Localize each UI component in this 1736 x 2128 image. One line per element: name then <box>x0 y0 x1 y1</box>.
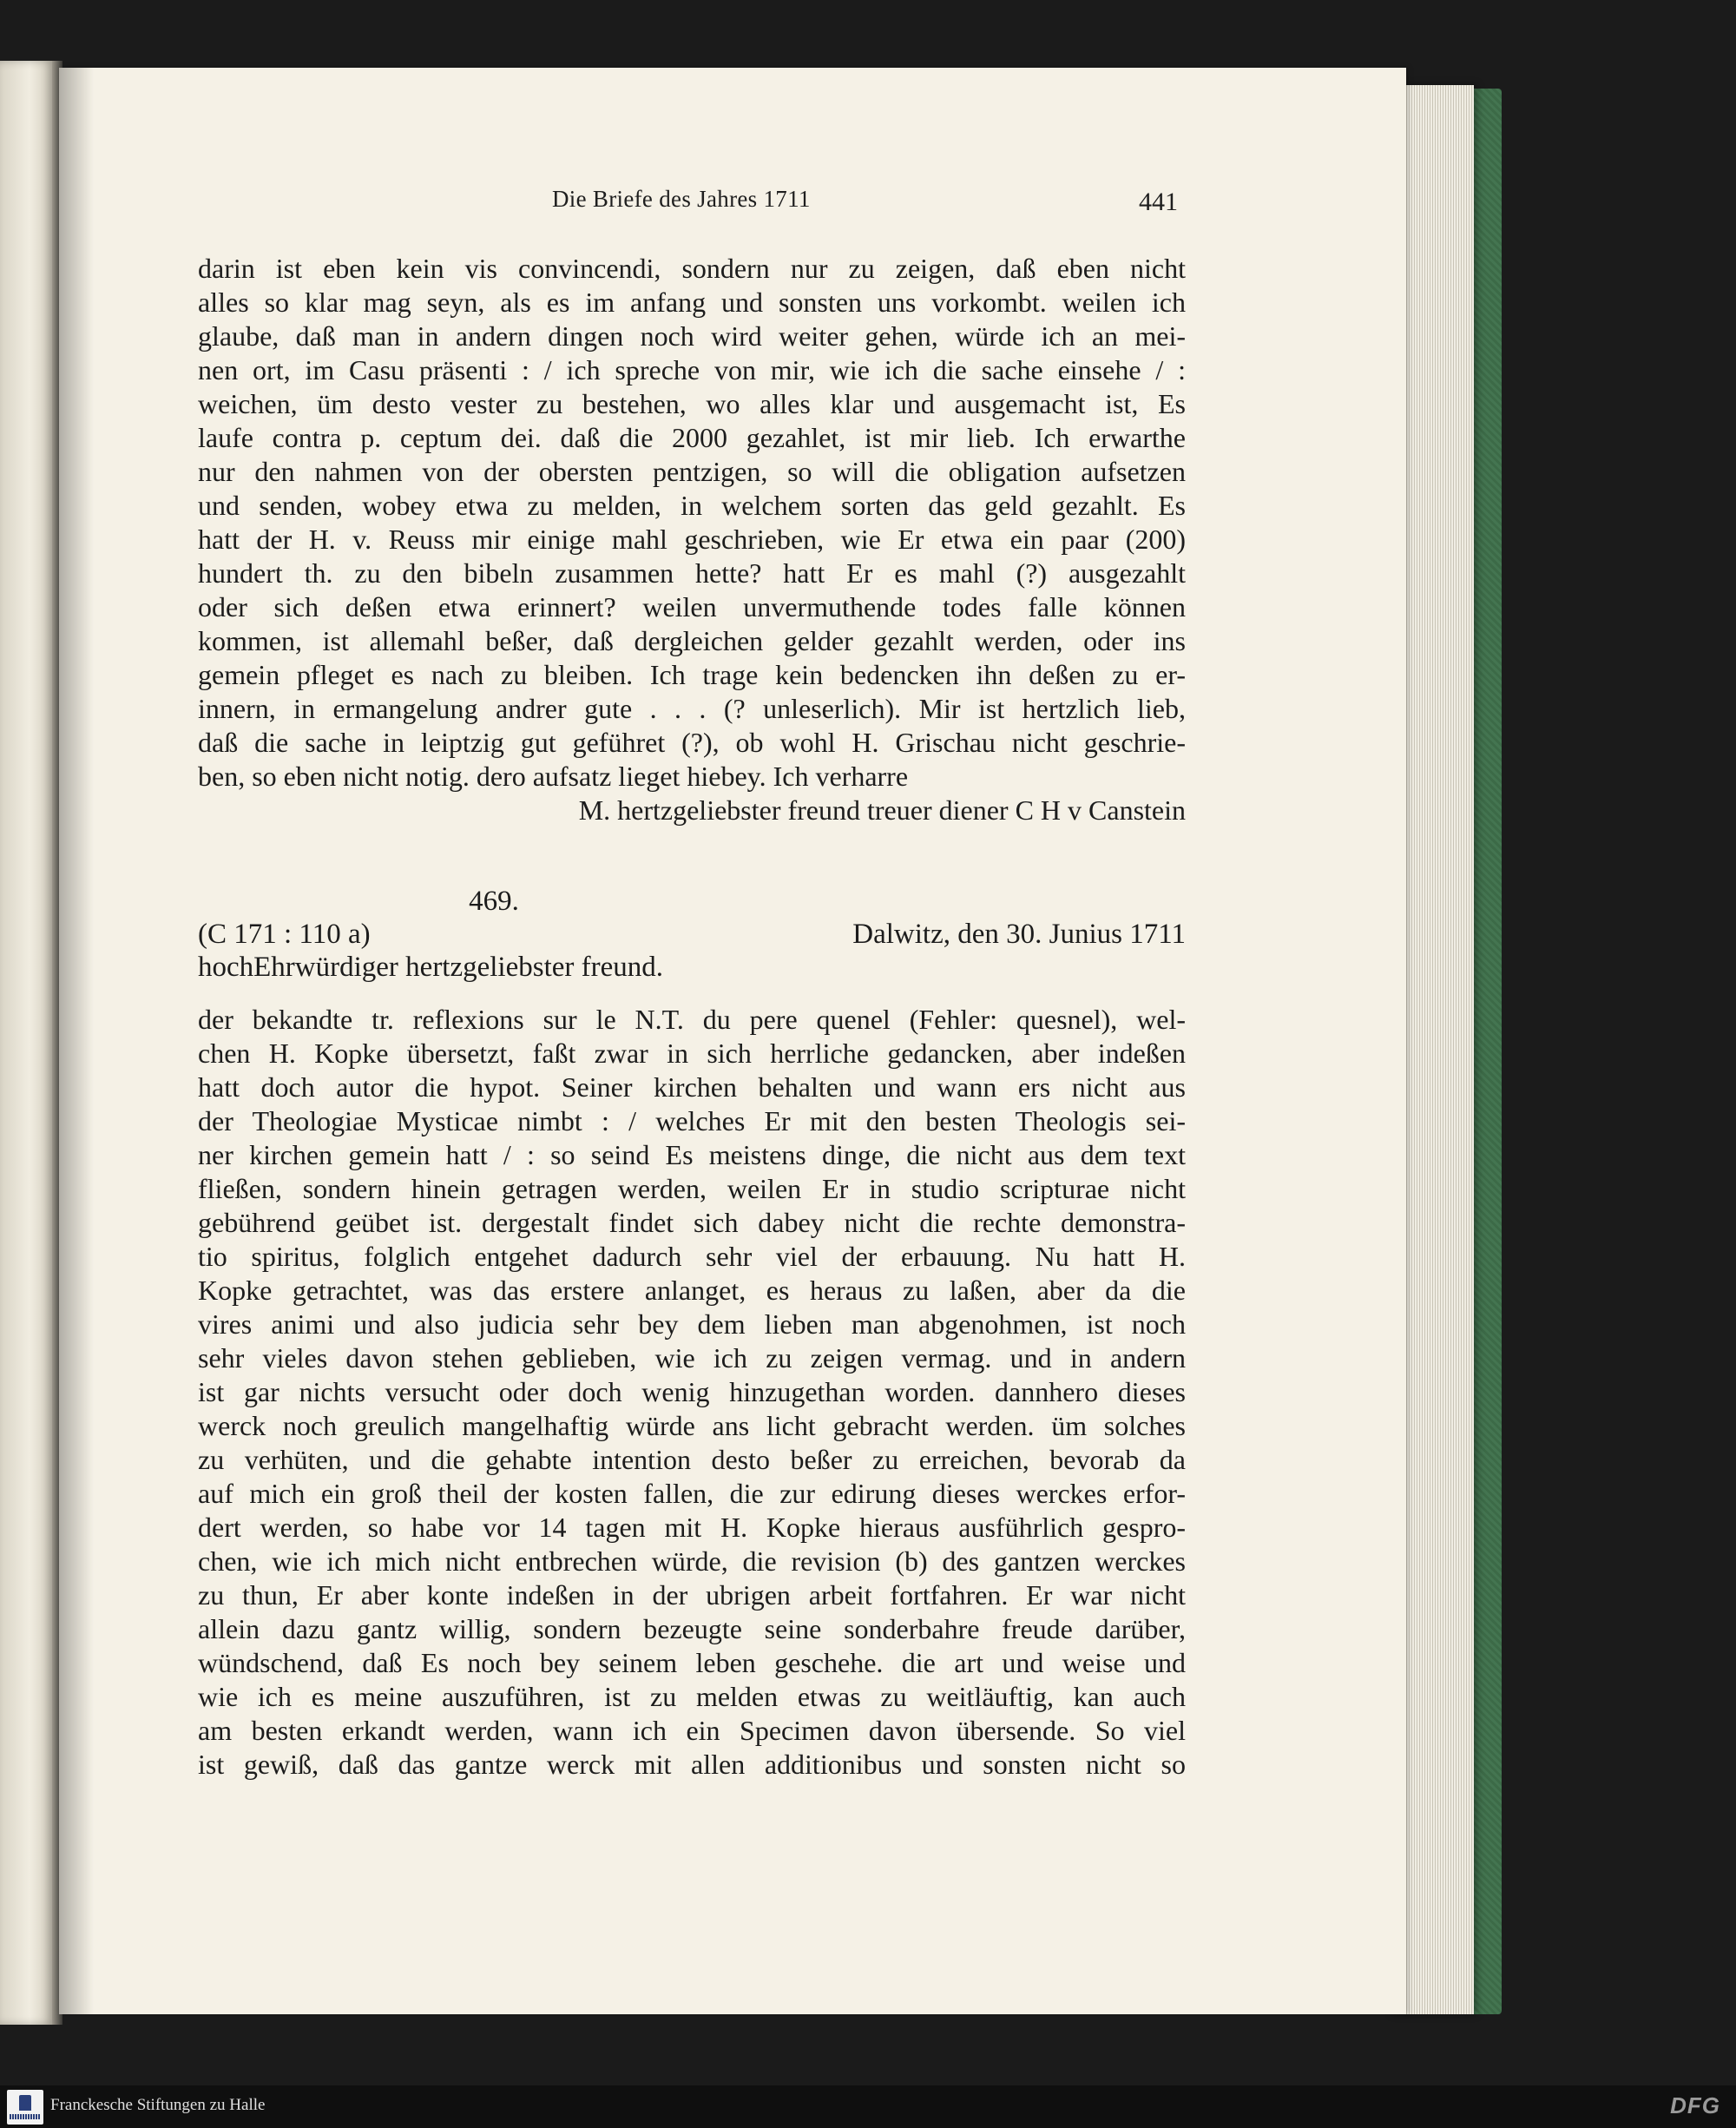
text-line: fließen, sondern hinein getragen werden, weilen Er in studio scripturae nicht <box>198 1173 1186 1204</box>
text-line: alles so klar mag seyn, als es im anfang und sonsten uns vorkombt. weilen ich <box>198 287 1186 318</box>
text-line: am besten erkandt werden, wann ich ein Specimen davon übersende. So viel <box>198 1715 1186 1746</box>
text-line: sehr vieles davon stehen geblieben, wie ich zu zeigen vermag. und in andern <box>198 1342 1186 1374</box>
salutation: hochEhrwürdiger hertzgeliebster freund. <box>198 952 664 983</box>
gutter-shadow <box>59 68 94 2014</box>
text-line: wie ich es meine auszuführen, ist zu melden etwas zu weitläuftig, kan auch <box>198 1681 1186 1712</box>
text-line: innern, in ermangelung andrer gute . . . (? unleserlich). Mir ist hertzlich lieb, <box>198 693 1186 724</box>
text-line: ben, so eben nicht notig. dero aufsatz lieget hiebey. Ich verharre <box>198 761 909 792</box>
dfg-logo[interactable]: DFG <box>1670 2092 1720 2118</box>
text-line: tio spiritus, folglich entgehet dadurch sehr viel der erbauung. Nu hatt H. <box>198 1241 1186 1272</box>
letter-number: 469. <box>469 886 519 917</box>
text-line: Kopke getrachtet, was das erstere anlanget, es heraus zu laßen, aber da die <box>198 1275 1186 1306</box>
text-line: auf mich ein groß theil der kosten fallen, die zur edirung dieses werckes erfor- <box>198 1478 1186 1509</box>
text-line: hundert th. zu den bibeln zusammen hette? hatt Er es mahl (?) ausgezahlt <box>198 557 1186 589</box>
text-line: nen ort, im Casu präsenti : / ich spreche von mir, wie ich die sache einsehe / : <box>198 354 1186 385</box>
institution-label[interactable]: Franckesche Stiftungen zu Halle <box>50 2096 266 2114</box>
text-line: glaube, daß man in andern dingen noch wird weiter gehen, würde ich an mei- <box>198 320 1186 352</box>
text-line: weichen, üm desto vester zu bestehen, wo alles klar und ausgemacht ist, Es <box>198 388 1186 419</box>
text-line: dert werden, so habe vor 14 tagen mit H. Kopke hieraus ausführlich gespro- <box>198 1512 1186 1543</box>
text-line: daß die sache in leiptzig gut geführet (?), ob wohl H. Grischau nicht geschrie- <box>198 727 1186 758</box>
text-line: chen, wie ich mich nicht entbrechen würde, die revision (b) des gantzen werckes <box>198 1545 1186 1577</box>
text-line: gemein pfleget es nach zu bleiben. Ich trage kein bedencken ihn deßen zu er- <box>198 659 1186 690</box>
text-line: wündschend, daß Es noch bey seinem leben geschehe. die art und weise und <box>198 1647 1186 1678</box>
letter-468-continuation <box>198 252 1186 827</box>
page-number: 441 <box>1139 188 1178 216</box>
text-line: ner kirchen gemein hatt / : so seind Es meistens dinge, die nicht aus dem text <box>198 1139 1186 1170</box>
text-line: vires animi und also judicia sehr bey dem lieben man abgenohmen, ist noch <box>198 1308 1186 1340</box>
text-line: werck noch greulich mangelhaftig würde ans licht gebracht werden. üm solches <box>198 1410 1186 1441</box>
text-line: chen H. Kopke übersetzt, faßt zwar in sich herrliche gedancken, aber indeßen <box>198 1038 1186 1069</box>
text-line: darin ist eben kein vis convincendi, sondern nur zu zeigen, daß eben nicht <box>198 253 1186 284</box>
text-line: und senden, wobey etwa zu melden, in welchem sorten das geld gezahlt. Es <box>198 490 1186 521</box>
text-line: zu verhüten, und die gehabte intention desto beßer zu erreichen, bevorab da <box>198 1444 1186 1475</box>
text-line: gebührend geübet ist. dergestalt findet sich dabey nicht die rechte demonstra- <box>198 1207 1186 1238</box>
text-line: oder sich deßen etwa erinnert? weilen unvermuthende todes falle können <box>198 591 1186 623</box>
text-line: laufe contra p. ceptum dei. daß die 2000 gezahlet, ist mir lieb. Ich erwarthe <box>198 422 1186 453</box>
text-line: hatt der H. v. Reuss mir einige mahl geschrieben, wie Er etwa ein paar (200) <box>198 524 1186 555</box>
text-line: der bekandte tr. reflexions sur le N.T. du pere quenel (Fehler: quesnel), wel- <box>198 1004 1186 1035</box>
text-line: der Theologiae Mysticae nimbt : / welches Er mit den besten Theologis sei- <box>198 1105 1186 1136</box>
text-line: ist gar nichts versucht oder doch wenig hinzugethan worden. dannhero dieses <box>198 1376 1186 1407</box>
closing-signature: M. hertzgeliebster freund treuer diener C H v Canstein <box>578 794 1186 826</box>
institution-logo-icon[interactable] <box>7 2090 43 2125</box>
place-date: Dalwitz, den 30. Junius 1711 <box>852 919 1186 950</box>
archive-reference: (C 171 : 110 a) <box>198 919 371 950</box>
logo-lettering <box>10 2114 41 2119</box>
logo-mark <box>19 2095 31 2111</box>
viewer-footer <box>0 2085 1736 2128</box>
text-line: allein dazu gantz willig, sondern bezeugte seine sonderbahre freude darüber, <box>198 1613 1186 1644</box>
left-page-sliver <box>0 61 54 2025</box>
letter-469-body <box>198 1003 1186 1782</box>
text-line: nur den nahmen von der obersten pentzigen, so will die obligation aufsetzen <box>198 456 1186 487</box>
text-line: ist gewiß, daß das gantze werck mit allen additionibus und sonsten nicht so <box>198 1749 1186 1780</box>
text-line: hatt doch autor die hypot. Seiner kirchen behalten und wann ers nicht aus <box>198 1071 1186 1103</box>
running-head: Die Briefe des Jahres 1711 <box>552 186 811 212</box>
text-line: zu thun, Er aber konte indeßen in der ubrigen arbeit fortfahren. Er war nicht <box>198 1579 1186 1611</box>
text-line: kommen, ist allemahl beßer, daß dergleichen gelder gezahlt werden, oder ins <box>198 625 1186 656</box>
